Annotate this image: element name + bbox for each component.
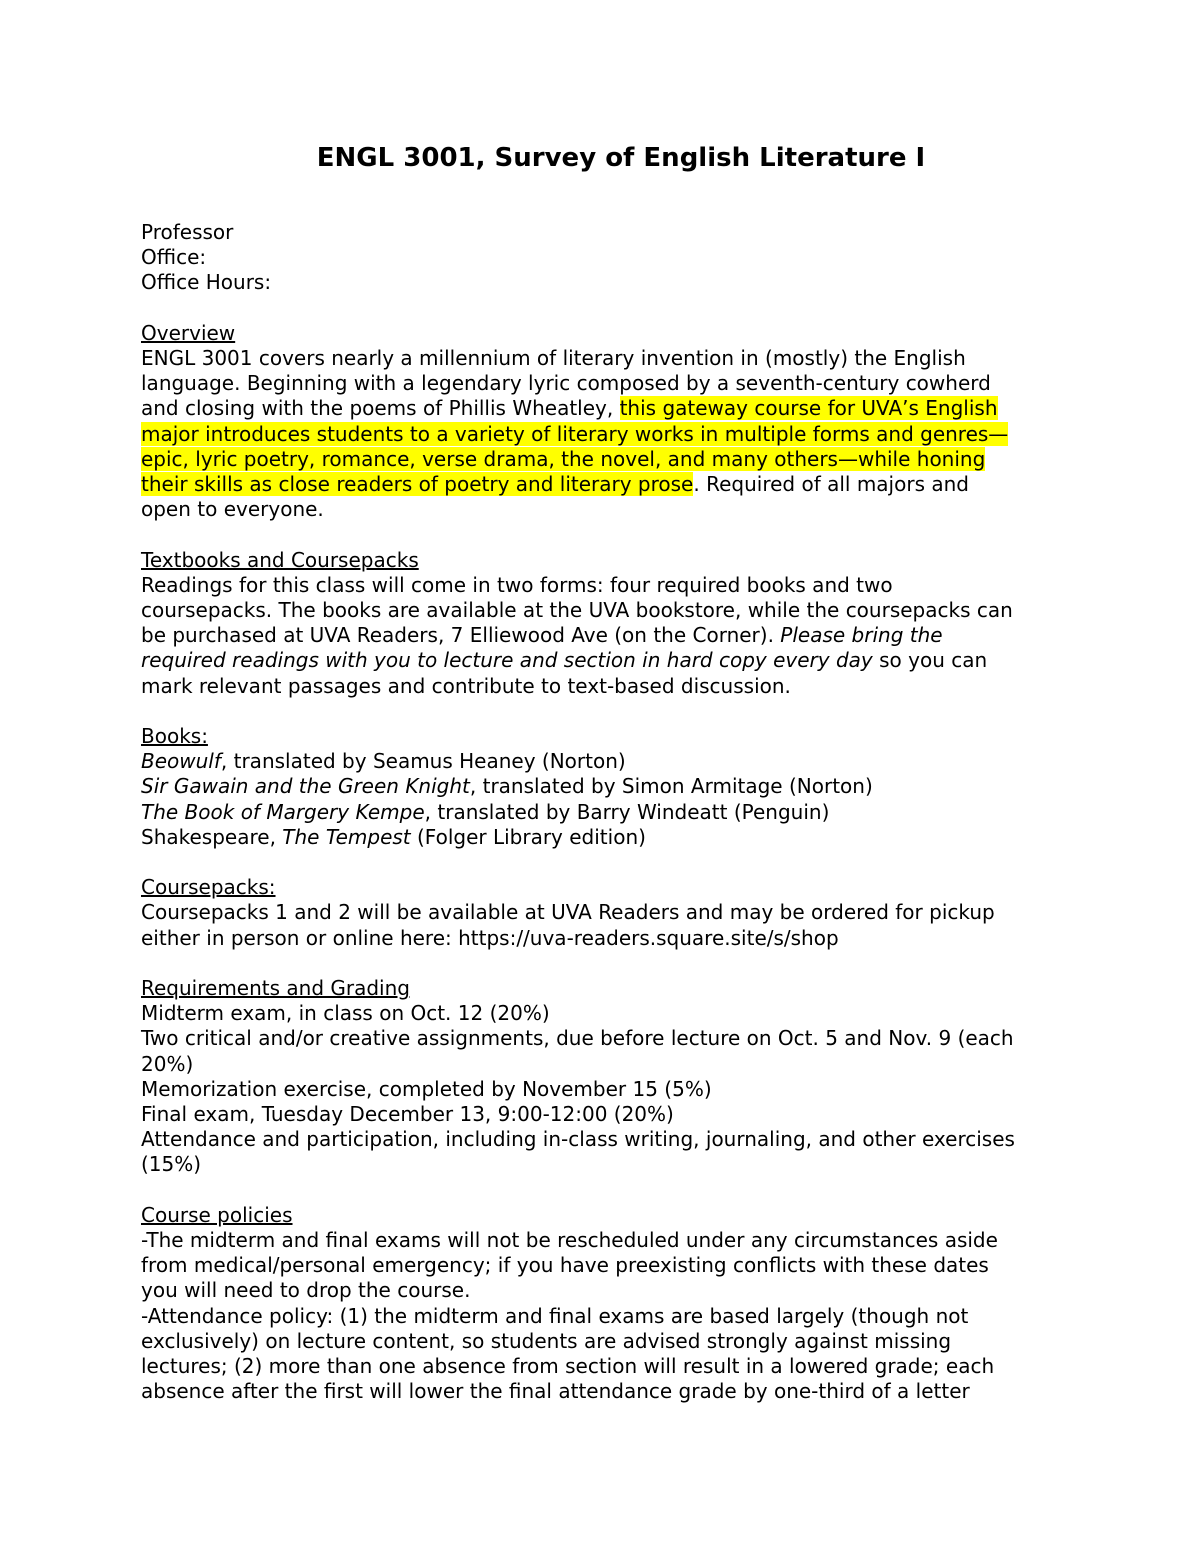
policies-text-line: absence after the first will lower the final attendance grade by one-third of a letter <box>141 1379 970 1404</box>
policies-text-line: -Attendance policy: (1) the midterm and final exams are based largely (though not <box>141 1303 969 1328</box>
grading-item: 20%) <box>141 1051 194 1076</box>
overview-text-line: language. Beginning with a legendary lyric composed by a seventh-century cowherd <box>141 371 991 396</box>
policies-text-line: -The midterm and final exams will not be rescheduled under any circumstances aside <box>141 1228 998 1253</box>
books-section <box>141 724 1101 850</box>
book-author: Shakespeare, <box>141 824 283 849</box>
grading-section <box>141 976 1101 1178</box>
grading-heading: Requirements and Grading <box>141 976 410 1001</box>
coursepacks-section <box>141 875 1101 951</box>
policies-text-line: from medical/personal emergency; if you have preexisting conflicts with these dates <box>141 1253 989 1278</box>
book-details: , translated by Barry Windeatt (Penguin) <box>424 799 830 824</box>
textbooks-text-line: mark relevant passages and contribute to text-based discussion. <box>141 673 791 698</box>
document-page <box>141 140 1101 1404</box>
coursepacks-text-line: either in person or online here: https://uva-readers.square.site/s/shop <box>141 925 839 950</box>
textbooks-heading: Textbooks and Coursepacks <box>141 547 419 572</box>
textbooks-italic-text: required readings with you to lecture and section in hard copy every day <box>141 648 873 673</box>
textbooks-plain-text: be purchased at UVA Readers, 7 Elliewood Ave (on the Corner). <box>141 623 781 648</box>
overview-text-line <box>141 422 1101 447</box>
textbooks-text-line <box>141 623 1101 648</box>
book-title: The Tempest <box>282 824 411 849</box>
grading-item: Two critical and/or creative assignments, due before lecture on Oct. 5 and Nov. 9 (each <box>141 1026 1014 1051</box>
contact-section <box>141 220 1101 296</box>
policies-heading: Course policies <box>141 1202 293 1227</box>
overview-heading: Overview <box>141 320 236 345</box>
document-title: ENGL 3001, Survey of English Literature I <box>316 143 926 173</box>
textbooks-text-line: Readings for this class will come in two forms: four required books and two <box>141 572 893 597</box>
textbooks-text-line <box>141 648 1101 673</box>
book-details: , translated by Simon Armitage (Norton) <box>469 774 873 799</box>
overview-text-line <box>141 472 1101 497</box>
textbooks-italic-text: Please bring the <box>780 623 943 648</box>
book-details: , translated by Seamus Heaney (Norton) <box>220 749 626 774</box>
grading-item: Midterm exam, in class on Oct. 12 (20%) <box>141 1001 550 1026</box>
office-line: Office: <box>141 245 207 270</box>
policies-text-line: lectures; (2) more than one absence from section will result in a lowered grade; each <box>141 1354 995 1379</box>
overview-plain-text: . Required of all majors and <box>693 472 969 497</box>
grading-item: Attendance and participation, including in-class writing, journaling, and other exercises <box>141 1127 1015 1152</box>
book-item <box>141 800 1101 825</box>
overview-text-line: open to everyone. <box>141 497 324 522</box>
book-title: Beowulf <box>141 749 221 774</box>
book-item <box>141 774 1101 799</box>
overview-text-line <box>141 447 1101 472</box>
book-item <box>141 749 1101 774</box>
policies-text-line: exclusively) on lecture content, so students are advised strongly against missing <box>141 1328 952 1353</box>
overview-highlighted-text: epic, lyric poetry, romance, verse drama, the novel, and many others—while honing <box>141 446 986 471</box>
book-details: (Folger Library edition) <box>410 824 646 849</box>
policies-text-line: you will need to drop the course. <box>141 1278 471 1303</box>
book-title: The Book of Margery Kempe <box>141 799 425 824</box>
overview-text-line: ENGL 3001 covers nearly a millennium of literary invention in (mostly) the English <box>141 346 966 370</box>
overview-section <box>141 321 1101 523</box>
books-heading: Books: <box>141 724 208 749</box>
book-title: Sir Gawain and the Green Knight <box>141 774 470 799</box>
grading-item: Memorization exercise, completed by November 15 (5%) <box>141 1076 712 1101</box>
overview-highlighted-text: this gateway course for UVA’s English <box>619 396 998 421</box>
textbooks-text-line: coursepacks. The books are available at the UVA bookstore, while the coursepacks can <box>141 598 1013 623</box>
overview-highlighted-text: major introduces students to a variety of literary works in multiple forms and genres— <box>141 421 1009 446</box>
coursepacks-heading: Coursepacks: <box>141 875 276 900</box>
overview-plain-text: and closing with the poems of Phillis Wheatley, <box>141 396 620 421</box>
overview-highlighted-text: their skills as close readers of poetry and literary prose <box>141 472 694 497</box>
professor-line: Professor <box>141 220 234 244</box>
grading-item: Final exam, Tuesday December 13, 9:00-12:00 (20%) <box>141 1102 674 1127</box>
policies-section <box>141 1203 1101 1405</box>
office-hours-line: Office Hours: <box>141 270 272 295</box>
book-item <box>141 825 1101 850</box>
textbooks-section <box>141 548 1101 699</box>
coursepacks-text-line: Coursepacks 1 and 2 will be available at UVA Readers and may be ordered for pickup <box>141 900 995 925</box>
grading-item: (15%) <box>141 1152 202 1177</box>
textbooks-plain-text: so you can <box>872 648 988 673</box>
overview-text-line <box>141 396 1101 421</box>
